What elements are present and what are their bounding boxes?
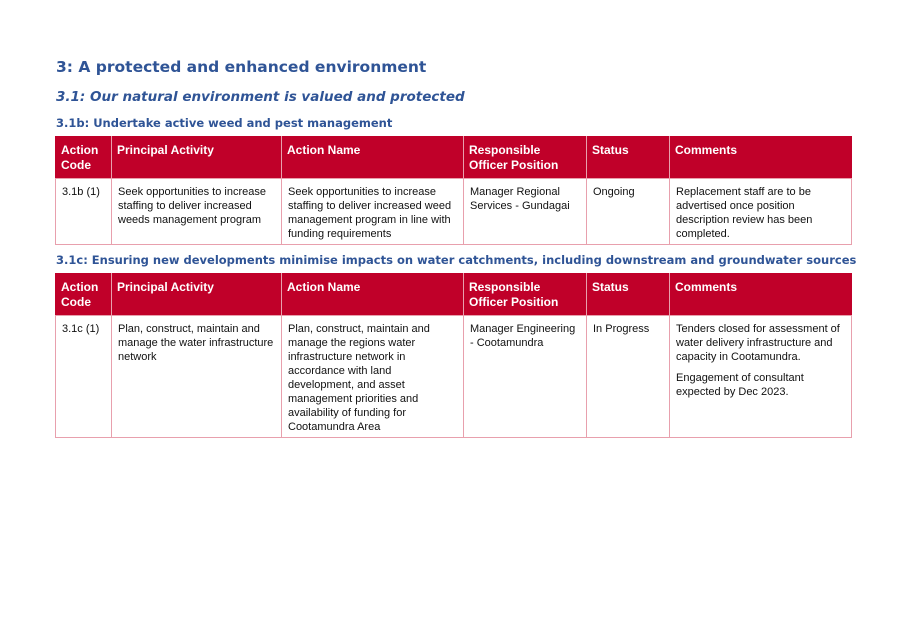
header-responsible-officer: Responsible Officer Position: [464, 137, 587, 179]
comment-paragraph: Tenders closed for assessment of water delivery infrastructure and capacity in Cootamundra.: [676, 323, 840, 363]
header-comments: Comments: [670, 274, 852, 316]
section-c-title: 3.1c: Ensuring new developments minimise impacts on water catchments, including downstream and groundwater sources: [56, 253, 857, 267]
cell-comments: [670, 179, 852, 245]
table-header-row: [56, 137, 852, 179]
cell-action-code: 3.1c (1): [56, 316, 112, 438]
cell-status: Ongoing: [587, 179, 670, 245]
header-principal-activity: Principal Activity: [112, 274, 282, 316]
cell-action-name: Seek opportunities to increase staffing to deliver increased weed management program in line with funding requirements: [282, 179, 464, 245]
section-b-table: [55, 136, 852, 245]
header-action-name: Action Name: [282, 274, 464, 316]
cell-responsible-officer: Manager Regional Services - Gundagai: [464, 179, 587, 245]
cell-responsible-officer: Manager Engineering - Cootamundra: [464, 316, 587, 438]
section-b-title: 3.1b: Undertake active weed and pest management: [56, 116, 393, 130]
header-action-name: Action Name: [282, 137, 464, 179]
header-principal-activity: Principal Activity: [112, 137, 282, 179]
cell-action-name: Plan, construct, maintain and manage the regions water infrastructure network in accordance with land development, and asset management priorities and availability of funding for Cootamundra Area: [282, 316, 464, 438]
header-action-code: Action Code: [56, 137, 112, 179]
comment-paragraph: Engagement of consultant expected by Dec 2023.: [676, 372, 804, 398]
comment-paragraph: Replacement staff are to be advertised once position description review has been completed.: [676, 186, 813, 240]
header-status: Status: [587, 137, 670, 179]
cell-principal-activity: Seek opportunities to increase staffing to deliver increased weeds management program: [112, 179, 282, 245]
cell-principal-activity: Plan, construct, maintain and manage the water infrastructure network: [112, 316, 282, 438]
header-comments: Comments: [670, 137, 852, 179]
table-header-row: [56, 274, 852, 316]
header-action-code: Action Code: [56, 274, 112, 316]
table-row: [56, 179, 852, 245]
cell-comments: [670, 316, 852, 438]
page-title: 3: A protected and enhanced environment: [56, 58, 427, 76]
section-subtitle: 3.1: Our natural environment is valued and protected: [56, 89, 465, 105]
header-status: Status: [587, 274, 670, 316]
section-c-table: [55, 273, 852, 438]
header-responsible-officer: Responsible Officer Position: [464, 274, 587, 316]
table-row: [56, 316, 852, 438]
cell-action-code: 3.1b (1): [56, 179, 112, 245]
cell-status: In Progress: [587, 316, 670, 438]
